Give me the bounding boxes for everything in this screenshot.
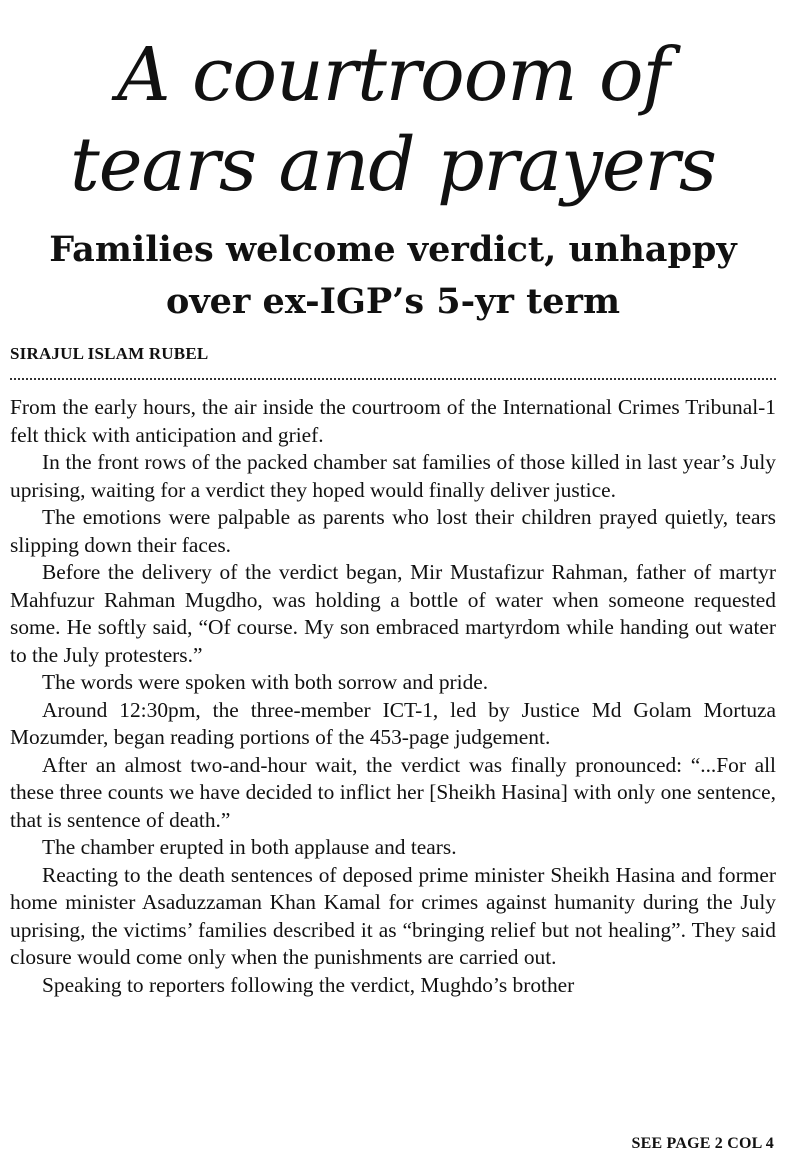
paragraph: Reacting to the death sentences of deposed prime minister Sheikh Hasina and former home minister Asaduzzaman Khan Kamal for crimes against humanity during the July uprising, the victims’ families described it as “bringing relief but not healing”. They said closure would come only when the punishments are carried out. xyxy=(10,862,776,969)
article-body xyxy=(10,394,776,1124)
byline: SIRAJUL ISLAM RUBEL xyxy=(10,344,209,363)
continuation-note: SEE PAGE 2 COL 4 xyxy=(631,1135,774,1152)
paragraph: The words were spoken with both sorrow and pride. xyxy=(42,670,489,694)
paragraph: From the early hours, the air inside the courtroom of the International Crimes Tribunal-1 felt thick with anticipation and grief. xyxy=(10,395,776,447)
dotted-divider xyxy=(10,378,776,380)
paragraph: In the front rows of the packed chamber sat families of those killed in last year’s July uprising, waiting for a verdict they hoped would finally deliver justice. xyxy=(10,450,776,502)
paragraph: The emotions were palpable as parents who lost their children prayed quietly, tears slipping down their faces. xyxy=(10,505,776,557)
paragraph: After an almost two-and-hour wait, the verdict was finally pronounced: “...For all these three counts we have decided to inflict her [Sheikh Hasina] with only one sentence, that is sentence of death.” xyxy=(10,752,776,832)
headline-line-2: tears and prayers xyxy=(69,122,716,208)
subheadline-line-1: Families welcome verdict, unhappy xyxy=(49,229,737,270)
paragraph: Speaking to reporters following the verdict, Mughdo’s brother xyxy=(42,972,575,997)
headline-line-1: A courtroom of xyxy=(117,32,669,118)
paragraph: Around 12:30pm, the three-member ICT-1, led by Justice Md Golam Mortuza Mozumder, began reading portions of the 453-page judgement. xyxy=(10,697,776,749)
subheadline-line-2: over ex-IGP’s 5-yr term xyxy=(165,281,621,322)
paragraph: Before the delivery of the verdict began, Mir Mustafizur Rahman, father of martyr Mahfuzur Rahman Mugdho, was holding a bottle of water when someone requested some. He softly said, “Of course. My son embraced martyrdom while handing out water to the July protesters.” xyxy=(10,560,776,667)
paragraph: The chamber erupted in both applause and tears. xyxy=(42,835,457,859)
